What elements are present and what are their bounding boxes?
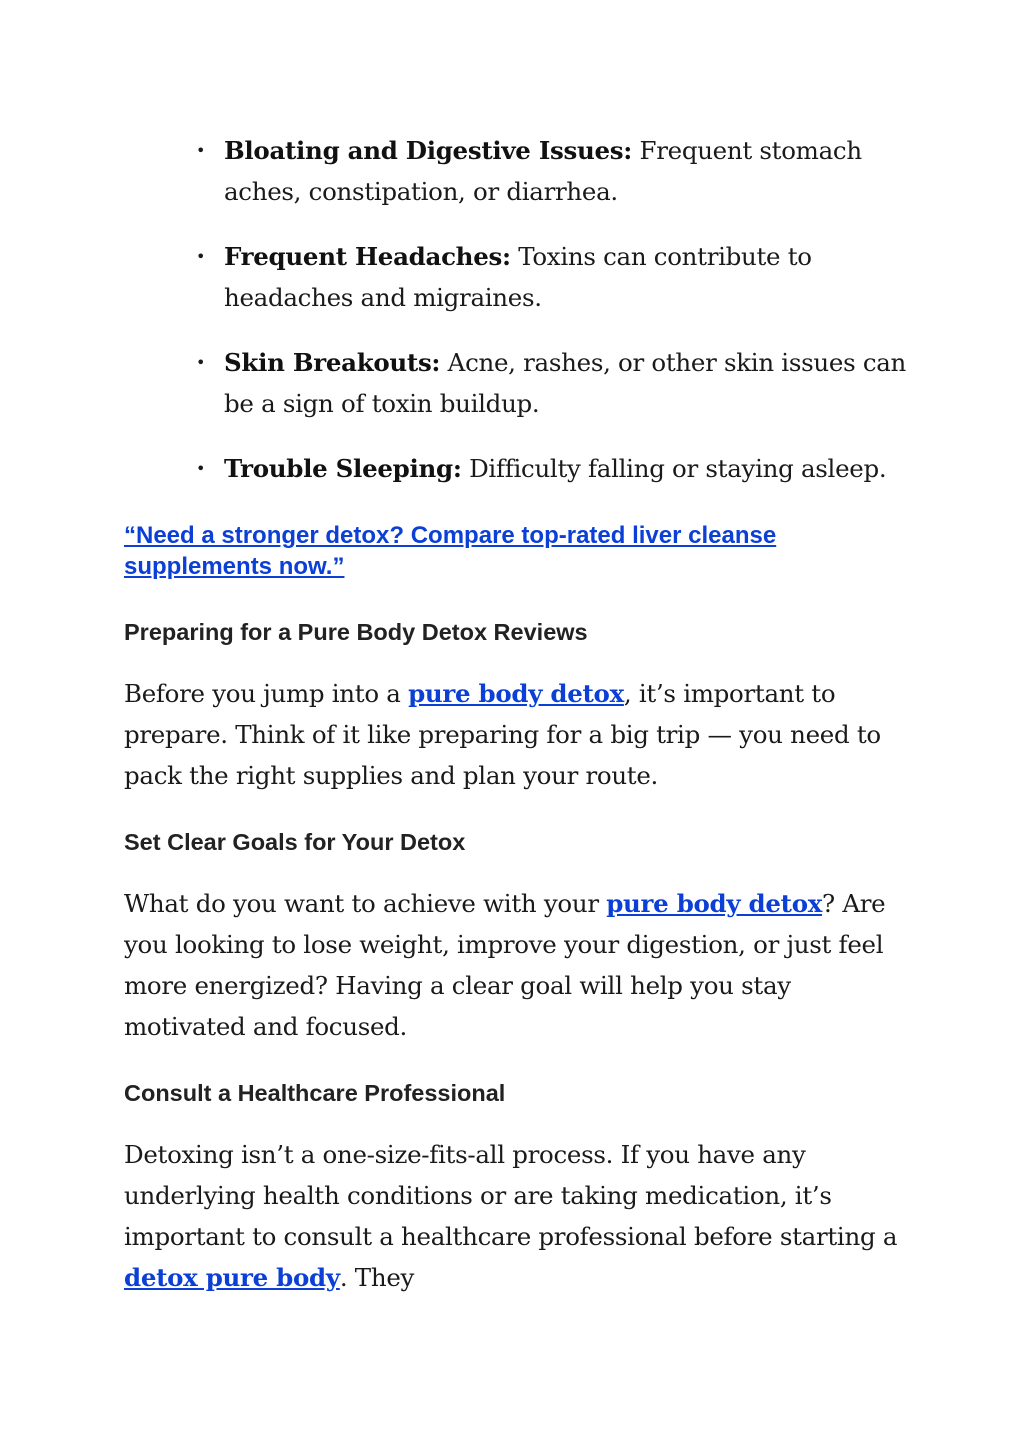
symptom-list <box>124 130 914 513</box>
paragraph-text: Before you jump into a <box>124 679 409 708</box>
bullet-icon: • <box>196 141 206 160</box>
symptom-title: Trouble Sleeping: <box>224 454 462 483</box>
section-heading-preparing: Preparing for a Pure Body Detox Reviews <box>124 619 588 645</box>
bullet-icon: • <box>196 459 206 478</box>
paragraph-text: , it’s important to prepare. Think of it like preparing for a big trip — you need to pack the right supplies and plan your route. <box>124 679 881 790</box>
section-heading-goals: Set Clear Goals for Your Detox <box>124 829 466 855</box>
symptom-text: Acne, rashes, or other skin issues can be a sign of toxin buildup. <box>224 348 907 418</box>
bullet-icon: • <box>196 247 206 266</box>
symptom-text: Difficulty falling or staying asleep. <box>461 454 887 483</box>
symptom-text: Toxins can contribute to headaches and migraines. <box>224 242 812 312</box>
bullet-icon: • <box>196 353 206 372</box>
list-item <box>124 236 914 318</box>
list-item <box>124 130 914 212</box>
paragraph-text: What do you want to achieve with your <box>124 889 607 918</box>
pure-body-detox-link[interactable]: pure body detox <box>606 889 823 918</box>
paragraph-consult <box>124 1134 909 1298</box>
symptom-text: Frequent stomach aches, constipation, or diarrhea. <box>224 136 862 206</box>
detox-pure-body-link[interactable]: detox pure body <box>124 1263 340 1292</box>
paragraph-text: . They <box>339 1263 415 1292</box>
symptom-title: Skin Breakouts: <box>224 348 441 377</box>
pure-body-detox-link[interactable]: pure body detox <box>408 679 624 708</box>
section-heading-consult: Consult a Healthcare Professional <box>124 1080 506 1106</box>
paragraph-preparing <box>124 673 909 796</box>
paragraph-text: Detoxing isn’t a one-size-fits-all process. If you have any underlying health conditions or are taking medication, it’s important to consult a healthcare professional before starting a <box>124 1140 898 1251</box>
list-item <box>124 448 914 489</box>
promo-link[interactable]: “Need a stronger detox? Compare top-rated liver cleanse supplements now.” <box>124 522 777 580</box>
paragraph-goals <box>124 883 909 1047</box>
symptom-title: Frequent Headaches: <box>224 242 511 271</box>
paragraph-text: ? Are you looking to lose weight, improve your digestion, or just feel more energized? Having a clear goal will help you stay motivated and focused. <box>124 889 886 1041</box>
list-item <box>124 342 914 424</box>
symptom-title: Bloating and Digestive Issues: <box>224 136 633 165</box>
